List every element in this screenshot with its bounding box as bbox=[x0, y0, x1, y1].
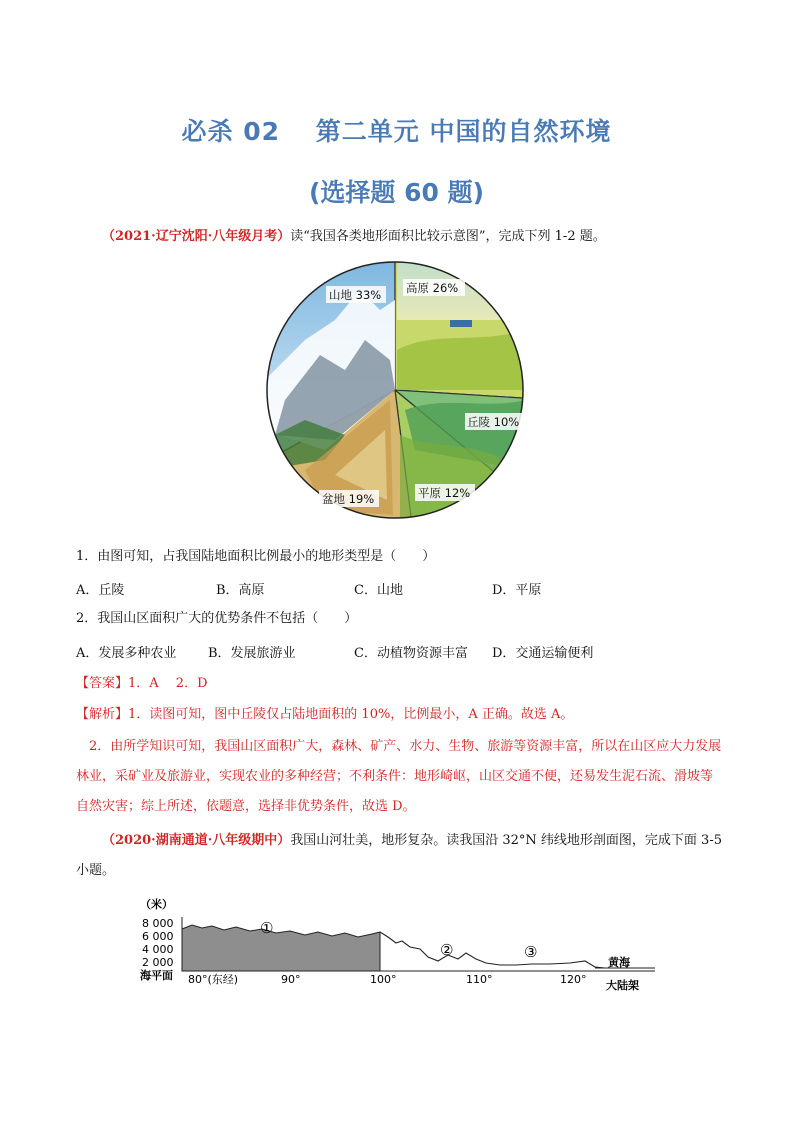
shelf-label: 大陆架 bbox=[606, 979, 639, 992]
terrain-profile-chart bbox=[140, 895, 660, 1005]
sea-level-label: 海平面 bbox=[140, 969, 173, 982]
x-tick-100: 100° bbox=[370, 973, 397, 986]
terrain-pie-chart bbox=[265, 260, 525, 520]
x-tick-120: 120° bbox=[560, 973, 587, 986]
answer-line: 【答案】1．A 2．D bbox=[76, 676, 208, 691]
page-title: 必杀 02 第二单元 中国的自然环境 bbox=[181, 117, 612, 146]
x-tick-90: 90° bbox=[281, 973, 301, 986]
x-tick-80: 80°(东经) bbox=[188, 973, 239, 986]
q1-option-c: C．山地 bbox=[354, 583, 403, 598]
y-tick-2000: 2 000 bbox=[142, 956, 174, 969]
q2-option-a: A．发展多种农业 bbox=[76, 646, 177, 661]
pie-label-hill: 丘陵 10% bbox=[467, 415, 520, 429]
q1-option-d: D．平原 bbox=[492, 583, 542, 598]
profile-plateau-fill bbox=[182, 925, 380, 971]
question-2: 2．我国山区面积广大的优势条件不包括（ ） bbox=[76, 611, 358, 626]
question-1: 1．由图可知，占我国陆地面积比例最小的地形类型是（ ） bbox=[76, 549, 436, 564]
marker-2: ② bbox=[440, 941, 454, 959]
analysis-1-text: 1．读图可知，图中丘陵仅占陆地面积的 10%，比例最小，A 正确。故选 A。 bbox=[128, 707, 574, 722]
q35-intro bbox=[76, 826, 724, 886]
q2-option-b: B．发展旅游业 bbox=[208, 646, 296, 661]
y-tick-4000: 4 000 bbox=[142, 943, 174, 956]
profile-line-east bbox=[380, 932, 605, 968]
analysis-tag: 【解析】 bbox=[76, 707, 129, 722]
q12-source: （2021·辽宁沈阳·八年级月考） bbox=[102, 229, 291, 244]
q35-source: （2020·湖南通道·八年级期中） bbox=[102, 833, 291, 848]
profile-unit: （米） bbox=[140, 898, 173, 911]
pie-label-plain: 平原 12% bbox=[418, 486, 471, 500]
x-tick-110: 110° bbox=[466, 973, 493, 986]
q12-intro-text: 读“我国各类地形面积比较示意图”，完成下列 1-2 题。 bbox=[290, 229, 606, 244]
y-tick-8000: 8 000 bbox=[142, 917, 174, 930]
q2-option-c: C．动植物资源丰富 bbox=[354, 646, 468, 661]
analysis-1 bbox=[76, 700, 724, 730]
page-subtitle: (选择题 60 题) bbox=[308, 178, 485, 207]
q1-option-a: A．丘陵 bbox=[76, 583, 125, 598]
pie-label-plateau: 高原 26% bbox=[406, 281, 459, 295]
marker-1: ① bbox=[260, 919, 274, 937]
q1-option-b: B．高原 bbox=[216, 583, 265, 598]
marker-3: ③ bbox=[524, 943, 538, 961]
analysis-2: 2．由所学知识可知，我国山区面积广大，森林、矿产、水力、生物、旅游等资源丰富，所以在山区应大力发展林业，采矿业及旅游业，实现农业的多种经营；不利条件：地形崎岖，山区交通不便，还易发生泥石流、滑坡等自然灾害；综上所述，依题意，选择非优势条件，故选 D。 bbox=[76, 739, 722, 814]
pie-label-mountain: 山地 33% bbox=[329, 288, 382, 302]
sea-label: 黄海 bbox=[608, 956, 630, 969]
q35-intro-text: 我国山河壮美，地形复杂。读我国沿 32°N 纬线地形剖面图，完成下面 3-5 小题。 bbox=[76, 833, 722, 878]
y-tick-6000: 6 000 bbox=[142, 930, 174, 943]
pie-label-basin: 盆地 19% bbox=[322, 492, 375, 506]
q2-option-d: D．交通运输便利 bbox=[492, 646, 594, 661]
q12-intro bbox=[76, 222, 724, 252]
